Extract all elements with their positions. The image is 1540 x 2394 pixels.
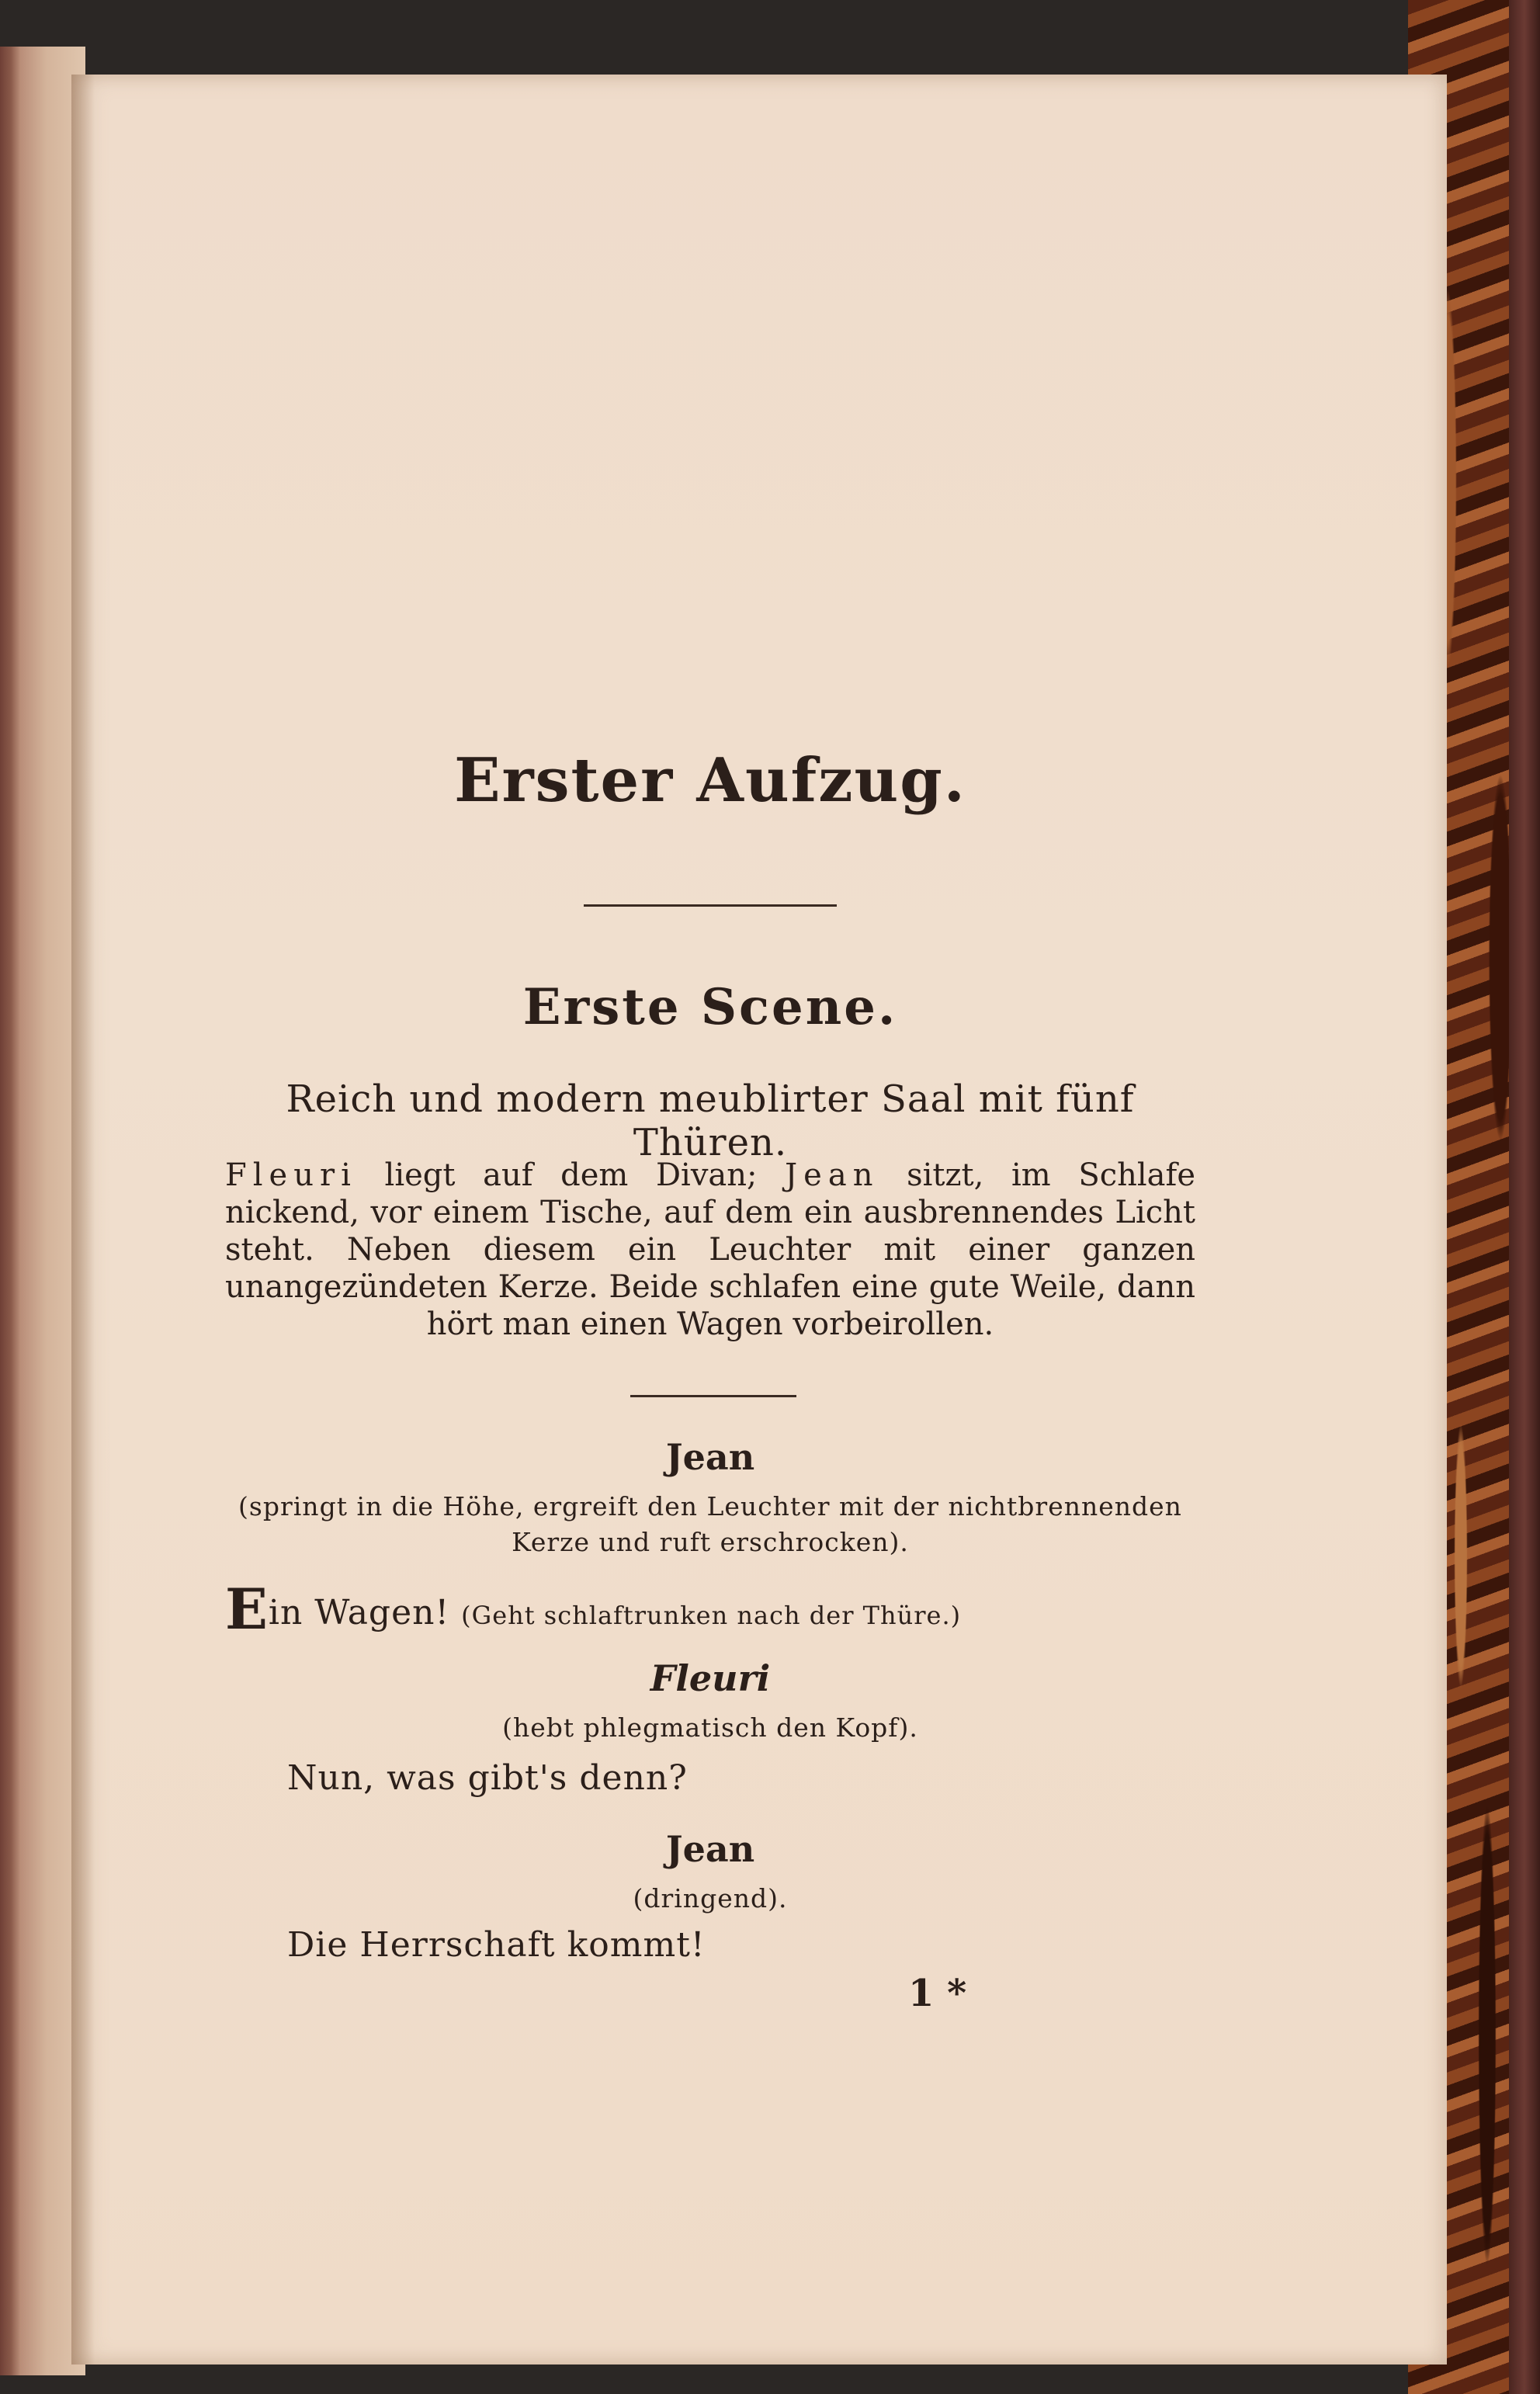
character-name-fleuri: Fleuri: [225, 1157, 357, 1193]
signature-mark: 1 *: [908, 1972, 967, 2015]
line-jean-1: [225, 1576, 1195, 1642]
direction-jean-2: (dringend).: [633, 1883, 788, 1913]
act-title: Erster Aufzug.: [454, 745, 966, 816]
speaker-jean-1: Jean: [665, 1436, 755, 1478]
cover-spine-edge: [1509, 0, 1540, 2394]
stage-direction: [225, 1157, 1195, 1343]
direction-fleuri: (hebt phlegmatisch den Kopf).: [502, 1712, 918, 1743]
scene-title: Erste Scene.: [522, 978, 898, 1036]
stage-direction-text-1: liegt auf dem Divan;: [356, 1157, 786, 1193]
divider-rule-top: [584, 904, 837, 907]
speaker-jean-2: Jean: [665, 1828, 755, 1870]
line-jean-1-text: in Wagen!: [268, 1593, 450, 1632]
drop-initial: E: [225, 1576, 269, 1642]
speaker-fleuri: Fleuri: [650, 1657, 771, 1699]
stage-direction-text-2: sitzt, im Schlafe nickend, vor einem Tische, auf dem ein ausbrennendes Licht steht. Neben diesem ein Leuchter mit einer ganzen unangezündeten Kerze. Beide schlafen eine gute Weile, dann hört man einen Wagen vorbeirollen.: [225, 1157, 1196, 1342]
scene-setting: Reich und modern meublirter Saal mit fünf Thüren.: [286, 1077, 1135, 1164]
line-jean-1-direction: (Geht schlaftrunken nach der Thüre.): [461, 1601, 962, 1630]
divider-rule-bottom: [630, 1395, 796, 1397]
line-jean-2: Die Herrschaft kommt!: [287, 1925, 706, 1965]
line-fleuri: Nun, was gibt's denn?: [287, 1758, 688, 1798]
direction-jean-1: (springt in die Höhe, ergreift den Leuchter mit der nichtbrennenden Kerze und ruft erschrocken).: [238, 1491, 1182, 1557]
page-gutter: [71, 75, 95, 2365]
character-name-jean: Jean: [785, 1157, 879, 1193]
